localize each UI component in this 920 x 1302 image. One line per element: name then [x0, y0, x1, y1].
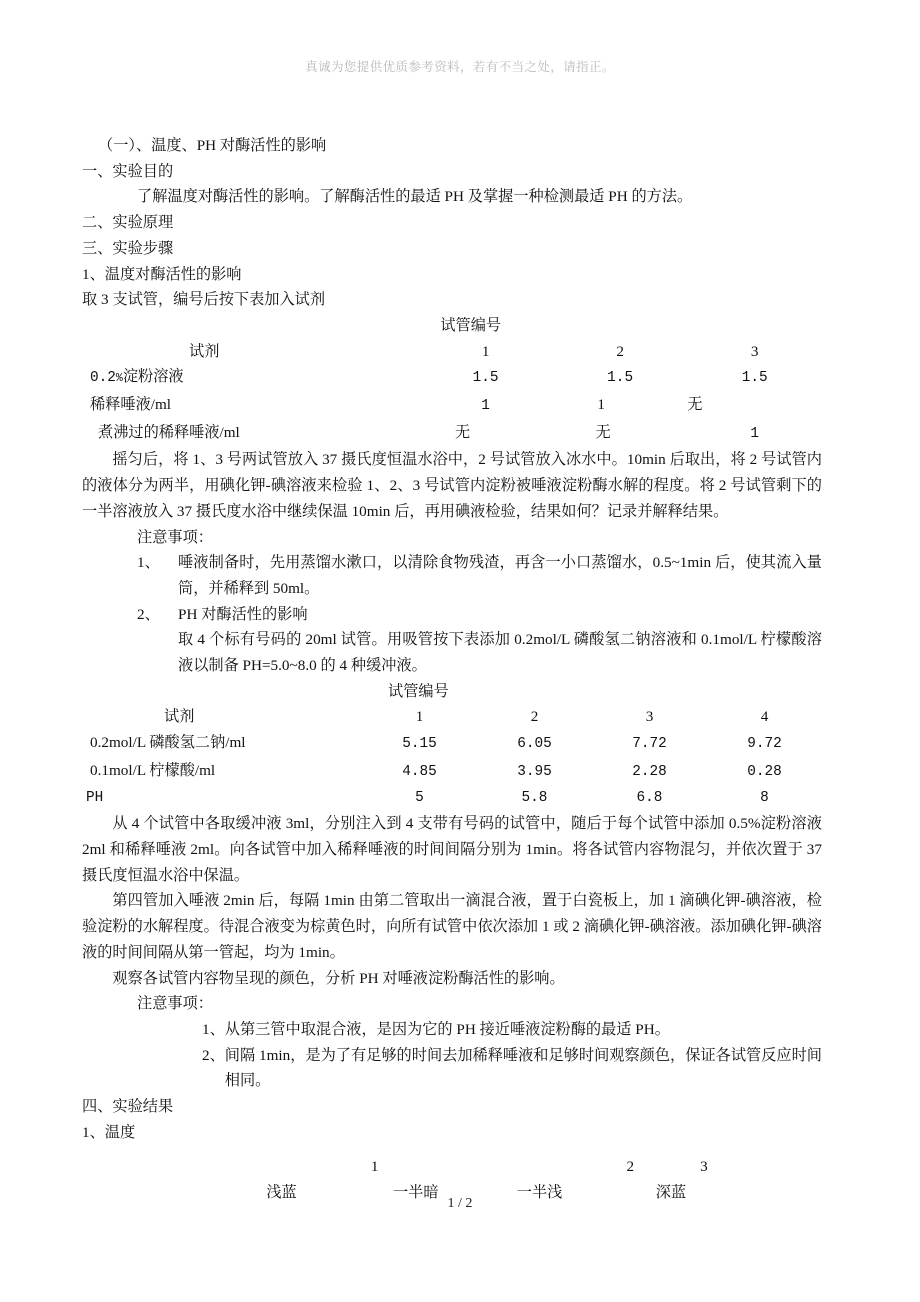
- table1-col-2: 2: [616, 342, 624, 360]
- table1-row1-val-2: 1: [597, 396, 605, 414]
- table2-row0-val-4: 9.72: [747, 736, 782, 753]
- table1-row0-label: [82, 364, 418, 392]
- paragraph-after-table-1: 摇匀后，将 1、3 号两试管放入 37 摄氏度恒温水浴中，2 号试管放入冰水中。10min 后取出，将 2 号试管内的液体分为两半，用碘化钾-碘溶液来检验 1、2、3 号试管内淀粉被唾液淀粉酶水解的程度。将 2 号试管剩下的一半溶液放入 37 摄氏度水浴中继续保温 10min 后，再用碘液检验，结果如何？记录并解释结果。: [82, 451, 822, 520]
- table2-row1-val-3: 2.28: [632, 763, 667, 780]
- table2-col-1: 1: [415, 708, 424, 726]
- notes-1-item-1: [82, 602, 822, 628]
- section-heading-2: 二、实验原理: [82, 214, 174, 232]
- reagent-table-1: [82, 313, 822, 448]
- paragraph-after-table-2-b: 第四管加入唾液 2min 后，每隔 1min 由第二管取出一滴混合液，置于白瓷板上，加 1 滴碘化钾-碘溶液，检验淀粉的水解程度。待混合液变为棕黄色时，向所有试管中依次添加 1 或 2 滴碘化钾-碘溶液。添加碘化钾-碘溶液的时间间隔从第一管起，均为 1min。: [82, 892, 822, 961]
- section-heading-3: 三、实验步骤: [82, 239, 174, 257]
- result-val-3: 一半浅: [516, 1184, 563, 1202]
- table-row: [82, 786, 822, 812]
- table-row: [82, 704, 822, 730]
- step-item-1-note: 取 3 支试管，编号后按下表加入试剂: [82, 291, 325, 309]
- table1-row2-val-3: 1: [750, 425, 760, 442]
- table2-row1-val-4: 0.28: [747, 763, 782, 780]
- table2-col-2: 2: [530, 708, 539, 726]
- table1-row2-val-2: 无: [595, 423, 611, 441]
- table2-row2-val-3: 6.8: [636, 789, 663, 806]
- notes-1-item-0: [82, 550, 822, 601]
- result-col-3: 3: [700, 1158, 708, 1176]
- table2-row0-label: 0.2mol/L 磷酸氢二钠/ml: [90, 734, 246, 752]
- table2-row0-val-1: 5.15: [402, 736, 437, 753]
- paragraph-after-table-2-c: 观察各试管内容物呈现的颜色，分析 PH 对唾液淀粉酶活性的影响。: [112, 969, 565, 987]
- notes-1-title: 注意事项：: [137, 528, 213, 546]
- notes-2-item-0-text: 从第三管中取混合液，是因为它的 PH 接近唾液淀粉酶的最适 PH。: [224, 1020, 670, 1038]
- paragraph-after-table-2-a: 从 4 个试管中各取缓冲液 3ml，分别注入到 4 支带有号码的试管中，随后于每个试管中添加 0.5%淀粉溶液 2ml 和稀释唾液 2ml。向各试管中加入稀释唾液的时间间隔分别为 1min。将各试管内容物混匀，并依次置于 37 摄氏度恒温水浴中保温。: [82, 815, 822, 884]
- notes-1-item-1-text: PH 对酶活性的影响: [178, 605, 308, 623]
- table1-col-1: 1: [481, 342, 490, 360]
- section-body-1: 了解温度对酶活性的影响。了解酶活性的最适 PH 及掌握一种检测最适 PH 的方法。: [137, 188, 693, 206]
- table-row: [82, 420, 822, 448]
- table2-row2-label: PH: [86, 789, 104, 806]
- notes-1-item-0-text: 唾液制备时，先用蒸馏水漱口，以清除食物残渣，再含一小口蒸馏水，0.5~1min 后，使其流入量筒，并稀释到 50ml。: [178, 554, 822, 597]
- table-row: [82, 758, 822, 786]
- table1-row1-val-1: 1: [481, 398, 490, 415]
- table-row: [82, 730, 822, 758]
- document-body: [82, 133, 822, 1206]
- section-heading-4: 四、实验结果: [82, 1098, 174, 1116]
- section-heading-1: 一、实验目的: [82, 162, 174, 180]
- header-note: 真诚为您提供优质参考资料，若有不当之处，请指正。: [305, 59, 615, 74]
- reagent-table-2: [82, 679, 822, 812]
- table-row: [82, 364, 822, 392]
- table2-col-3: 3: [645, 708, 654, 726]
- table1-row2-val-1: 无: [455, 423, 471, 441]
- table2-row1-label: 0.1mol/L 柠檬酸/ml: [90, 761, 216, 779]
- table1-row0-val-2: 1.5: [607, 370, 634, 387]
- table2-row0-val-2: 6.05: [517, 736, 552, 753]
- table2-column-group-header: 试管编号: [388, 682, 449, 700]
- table1-row2-label: 煮沸过的稀释唾液/ml: [98, 423, 240, 441]
- table-row: [82, 392, 822, 420]
- table-row: [82, 339, 822, 365]
- table1-row0-val-3: 1.5: [741, 370, 768, 387]
- result-val-1: 浅蓝: [266, 1184, 297, 1202]
- step-item-1: 1、温度对酶活性的影响: [82, 265, 242, 283]
- table1-row-label-header: 试剂: [189, 342, 220, 360]
- table2-row2-val-2: 5.8: [521, 789, 548, 806]
- result-item-1: 1、温度: [82, 1123, 136, 1141]
- result-col-2: 2: [626, 1158, 635, 1176]
- table2-col-4: 4: [760, 708, 769, 726]
- table1-row1-val-3: 无: [687, 396, 703, 414]
- table1-row0-val-1: 1.5: [472, 370, 499, 387]
- result-val-2: 一半暗: [392, 1184, 439, 1202]
- table-row: [82, 313, 822, 339]
- page-title: （一）、温度、PH 对酶活性的影响: [98, 137, 327, 154]
- table2-row1-val-2: 3.95: [517, 763, 552, 780]
- table2-row2-val-4: 8: [760, 789, 769, 806]
- notes-1-item-1-number: 2、: [137, 605, 160, 623]
- table1-row0-label-suffix: 淀粉溶液: [122, 368, 184, 386]
- notes-2-item-1: [82, 1043, 822, 1094]
- page-footer: 1 / 2: [447, 1196, 473, 1211]
- table2-row-label-header: 试剂: [164, 708, 195, 726]
- table2-row1-val-1: 4.85: [402, 763, 437, 780]
- table2-row2-val-1: 5: [415, 789, 424, 806]
- table1-row1-label: 稀释唾液/ml: [90, 396, 172, 414]
- table-row: [82, 679, 822, 705]
- result-col-1: 1: [370, 1158, 379, 1176]
- notes-2-item-1-text: 间隔 1min，是为了有足够的时间去加稀释唾液和足够时间观察颜色，保证各试管反应时间相同。: [224, 1046, 822, 1090]
- table1-row0-label-prefix: 0.2: [90, 370, 116, 387]
- table-row: [82, 1154, 822, 1180]
- notes-2-item-1-number: 2、: [202, 1046, 225, 1064]
- notes-2-item-0: [82, 1017, 822, 1043]
- table1-row0-label-percent: %: [115, 372, 123, 386]
- table1-col-3: 3: [750, 342, 759, 360]
- table1-column-group-header: 试管编号: [440, 316, 502, 334]
- table2-row0-val-3: 7.72: [632, 736, 667, 753]
- notes-1-item-0-number: 1、: [137, 554, 160, 572]
- notes-2-item-0-number: 1、: [202, 1020, 225, 1038]
- ph-buffer-intro: 取 4 个标有号码的 20ml 试管。用吸管按下表添加 0.2mol/L 磷酸氢二钠溶液和 0.1mol/L 柠檬酸溶液以制备 PH=5.0~8.0 的 4 种缓冲液。: [178, 631, 822, 675]
- notes-2-title: 注意事项：: [137, 995, 213, 1013]
- result-val-4: 深蓝: [655, 1184, 687, 1202]
